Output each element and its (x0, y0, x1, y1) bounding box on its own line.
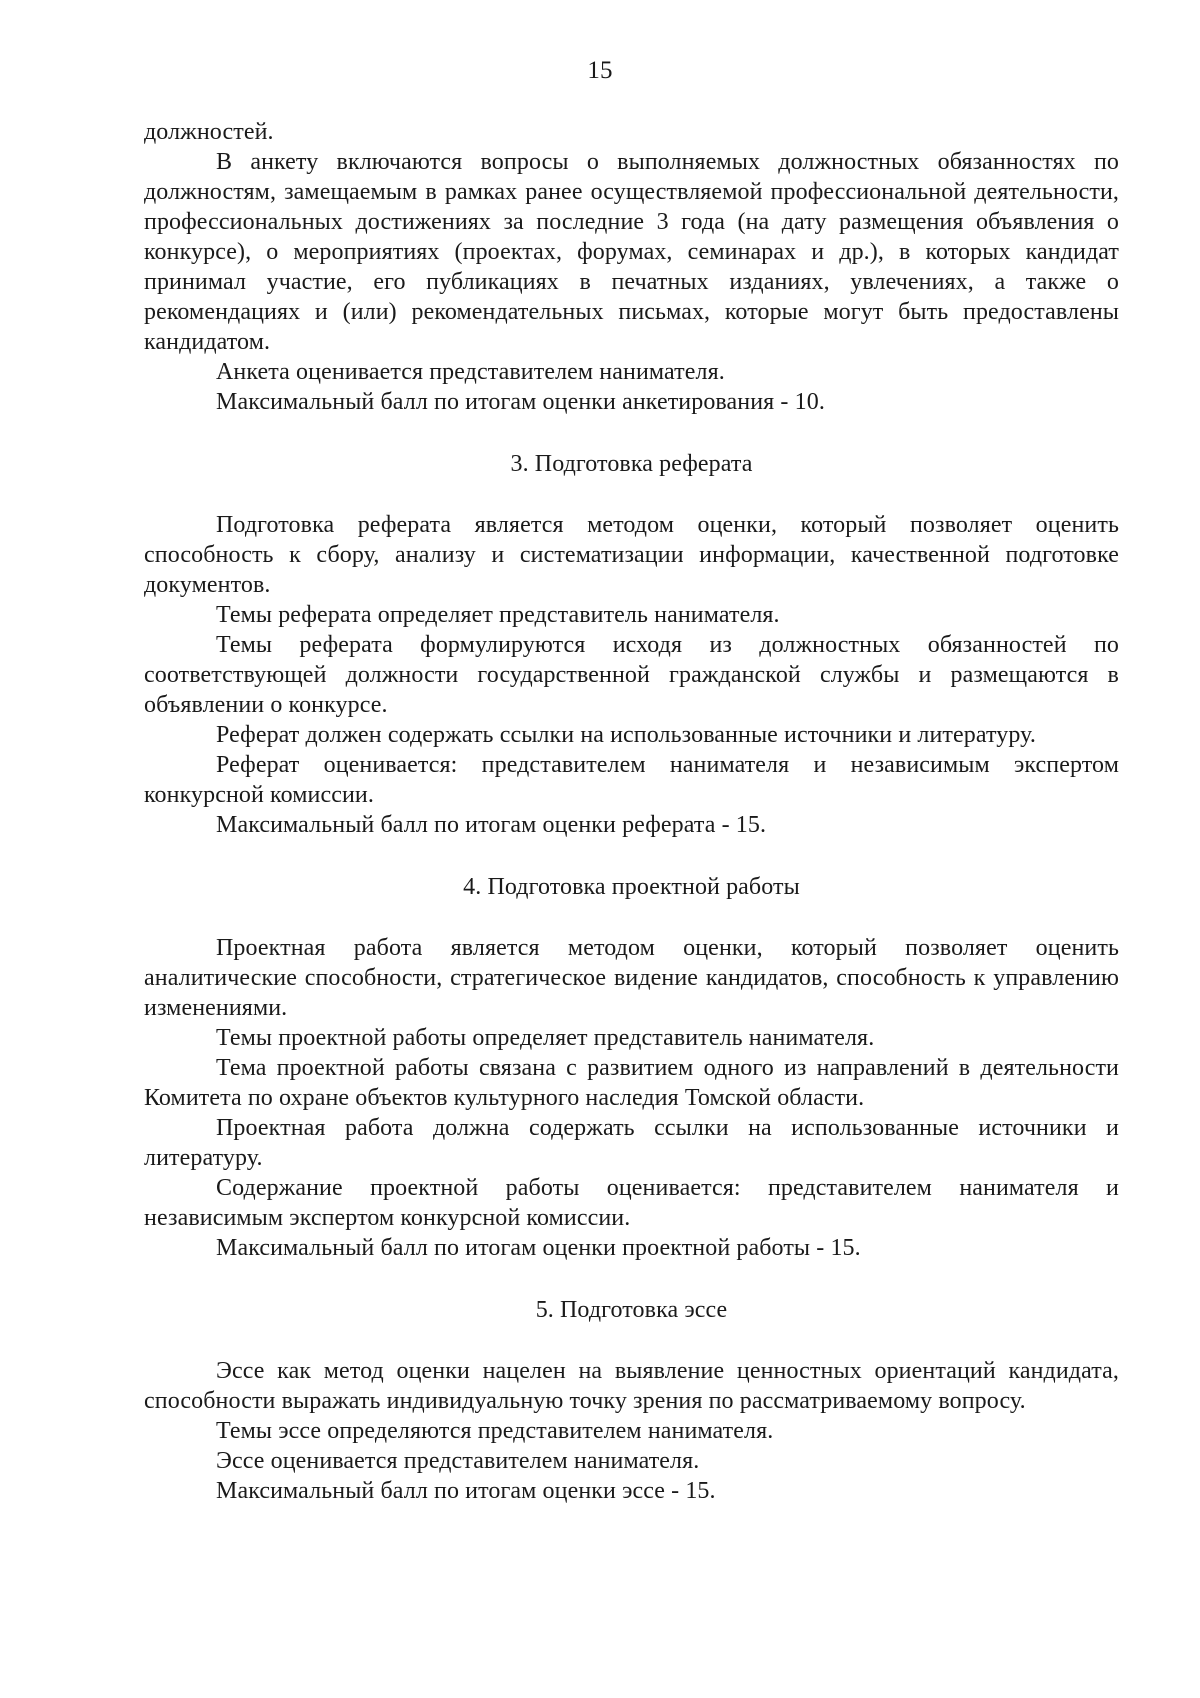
paragraph: Максимальный балл по итогам оценки анкетирования - 10. (216, 389, 825, 415)
paragraph: Анкета оценивается представителем нанимателя. (216, 359, 725, 385)
paragraph: Тема проектной работы связана с развитием одного из направлений в деятельности Комитета по охране объектов культурного наследия Томской области. (144, 1055, 1119, 1111)
paragraph: Подготовка реферата является методом оценки, который позволяет оценить способность к сбору, анализу и систематизации информации, качественной подготовке документов. (144, 512, 1119, 598)
paragraph: Проектная работа должна содержать ссылки на использованные источники и литературу. (144, 1115, 1119, 1171)
paragraph: Темы реферата формулируются исходя из должностных обязанностей по соответствующей должности государственной гражданской службы и размещаются в объявлении о конкурсе. (144, 632, 1119, 718)
paragraph: Темы эссе определяются представителем нанимателя. (216, 1418, 774, 1444)
section-heading: 3. Подготовка реферата (510, 451, 753, 477)
paragraph: Максимальный балл по итогам оценки проектной работы - 15. (216, 1235, 861, 1261)
paragraph: В анкету включаются вопросы о выполняемых должностных обязанностях по должностям, замещаемым в рамках ранее осуществляемой профессиональной деятельности, профессиональных достижениях за последние 3 года (на дату размещения объявления о конкурсе), о мероприятиях (проектах, форумах, семинарах и др.), в которых кандидат принимал участие, его публикациях в печатных изданиях, увлечениях, а также о рекомендациях и (или) рекомендательных письмах, которые могут быть предоставлены кандидатом. (144, 149, 1119, 355)
document-body (144, 117, 1119, 1506)
paragraph: Содержание проектной работы оценивается: представителем нанимателя и независимым экспертом конкурсной комиссии. (144, 1175, 1119, 1231)
section-heading: 5. Подготовка эссе (535, 1297, 728, 1323)
paragraph: Проектная работа является методом оценки, который позволяет оценить аналитические способности, стратегическое видение кандидатов, способность к управлению изменениями. (144, 935, 1119, 1021)
section-heading: 4. Подготовка проектной работы (463, 874, 800, 900)
paragraph: Эссе оценивается представителем нанимателя. (216, 1448, 700, 1474)
paragraph: Темы реферата определяет представитель нанимателя. (216, 602, 780, 628)
paragraph: Максимальный балл по итогам оценки эссе - 15. (216, 1478, 716, 1504)
paragraph: Эссе как метод оценки нацелен на выявление ценностных ориентаций кандидата, способности выражать индивидуальную точку зрения по рассматриваемому вопросу. (144, 1358, 1119, 1414)
paragraph: Реферат должен содержать ссылки на использованные источники и литературу. (216, 722, 1036, 748)
paragraph: Реферат оценивается: представителем нанимателя и независимым экспертом конкурсной комиссии. (144, 752, 1119, 808)
paragraph: Темы проектной работы определяет представитель нанимателя. (216, 1025, 875, 1051)
page-number: 15 (587, 57, 613, 84)
paragraph: Максимальный балл по итогам оценки реферата - 15. (216, 812, 767, 838)
paragraph-continuation: должностей. (144, 119, 274, 145)
